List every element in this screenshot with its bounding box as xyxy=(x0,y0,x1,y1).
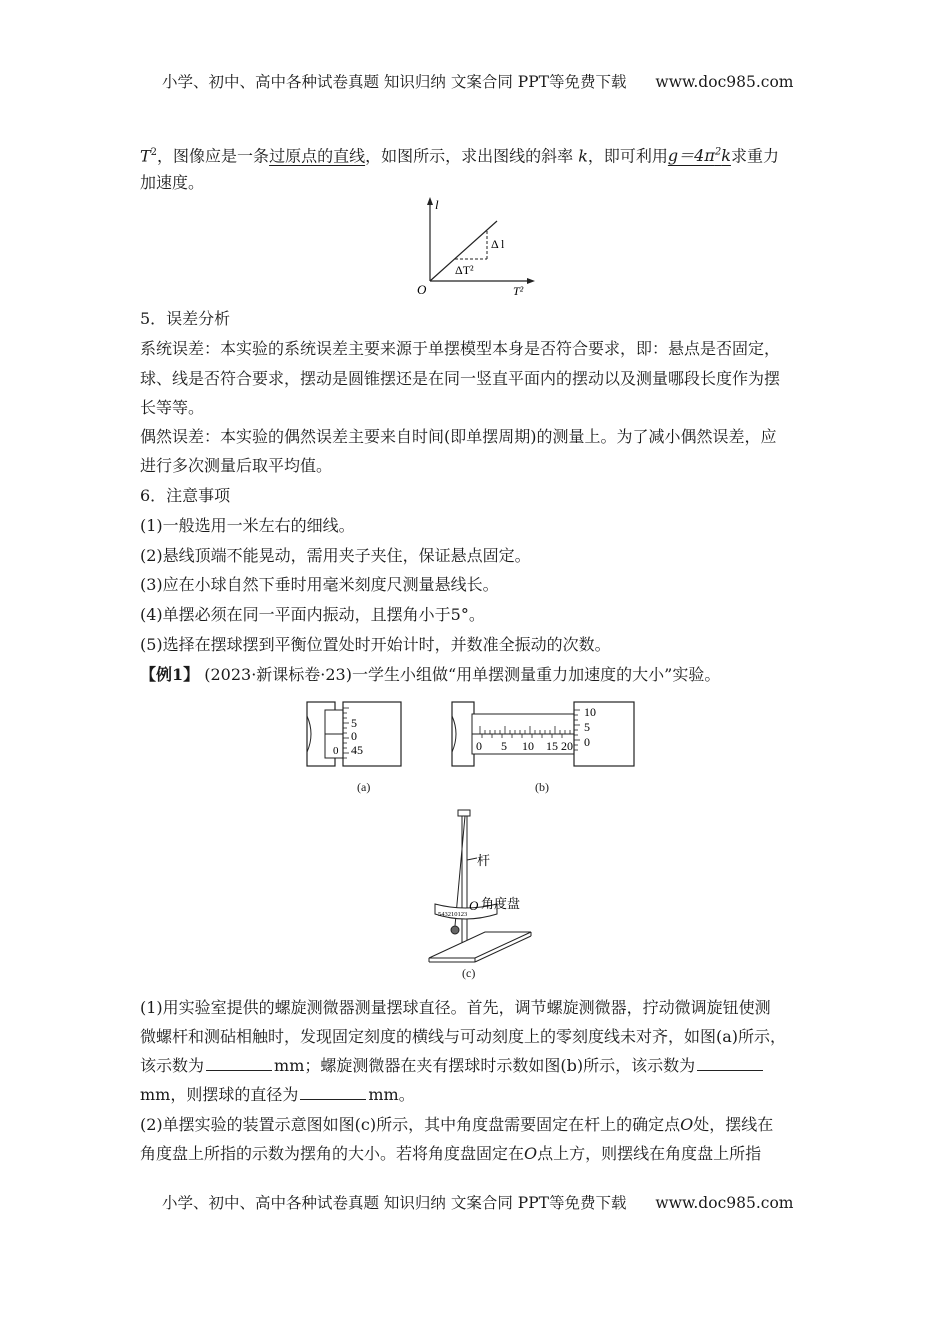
question1-line-2: 微螺杆和测砧相触时，发现固定刻度的横线与可动刻度上的零刻度线未对齐，如图(a)所示， xyxy=(140,1027,787,1046)
sleeve-label: 15 xyxy=(546,739,558,753)
question1-line-4: mm，则摆球的直径为 mm。 xyxy=(140,1085,415,1104)
rod-label: 杆 xyxy=(477,853,491,868)
answer-blank-zero-reading[interactable] xyxy=(206,1054,272,1071)
x-label: T² xyxy=(513,284,524,298)
underlined-answer: 过原点的直线 xyxy=(269,146,366,166)
page-footer xyxy=(162,1191,793,1213)
l-t2-graph xyxy=(405,195,545,303)
y-label: l xyxy=(435,197,439,212)
sleeve-label: 0 xyxy=(476,739,482,753)
thimble-label: 10 xyxy=(584,705,596,719)
note-item: (1)一般选用一米左右的细线。 xyxy=(140,516,355,535)
answer-blank-ball-reading[interactable] xyxy=(697,1054,763,1071)
note-item: (5)选择在摆球摆到平衡位置处时开始计时，并数准全振动的次数。 xyxy=(140,635,611,654)
example-tag: 【例1】 xyxy=(140,665,200,684)
note-item: (2)悬线顶端不能晃动，需用夹子夹住，保证悬点固定。 xyxy=(140,546,531,565)
delta-t2-label: ΔT² xyxy=(455,263,474,277)
anvil-body xyxy=(452,702,474,766)
formula: $g=4\pi^2k$ xyxy=(667,146,731,166)
figure-c-pendulum xyxy=(425,808,545,968)
accidental-error-2: 进行多次测量后取平均值。 xyxy=(140,456,333,475)
thimble xyxy=(574,702,634,766)
footer-url[interactable]: www.doc985.com xyxy=(655,1194,794,1212)
section5-title: 5．误差分析 xyxy=(140,309,231,328)
sleeve-label: 10 xyxy=(522,739,534,753)
page-header xyxy=(162,70,793,92)
example-heading xyxy=(140,660,815,690)
example-text: (2023·新课标卷·23)一学生小组做“用单摆测量重力加速度的大小”实验。 xyxy=(204,665,721,684)
pendulum-ball xyxy=(451,926,459,934)
delta-l-label: Δ l xyxy=(491,237,505,251)
thimble-label: 0 xyxy=(351,729,357,743)
rod-top xyxy=(458,810,470,816)
figure-c-caption: (c) xyxy=(462,966,476,980)
sleeve-label: 20 xyxy=(561,739,573,753)
header-url[interactable]: www.doc985.com xyxy=(655,73,794,91)
y-axis-arrow xyxy=(427,197,433,205)
angle-disk-label: 角度盘 xyxy=(481,896,521,911)
systematic-error-2: 球、线是否符合要求，摆动是圆锥摆还是在同一竖直平面内的摆动以及测量哪段长度作为摆 xyxy=(140,369,781,388)
figure-a-micrometer xyxy=(305,700,405,770)
intro-line-1: $T^2$，图像应是一条过原点的直线，如图所示，求出图线的斜率 k，即可利用$g=4\pi^2k$求重力 xyxy=(140,146,779,166)
accidental-error-1: 偶然误差：本实验的偶然误差主要来自时间(即单摆周期)的测量上。为了减小偶然误差，应 xyxy=(140,427,777,446)
thimble-label: 5 xyxy=(351,716,357,730)
question2-line-1: (2)单摆实验的装置示意图如图(c)所示，其中角度盘需要固定在杆上的确定点O处，摆线在 xyxy=(140,1115,774,1134)
question2-line-2: 角度盘上所指的示数为摆角的大小。若将角度盘固定在O点上方，则摆线在角度盘上所指 xyxy=(140,1144,762,1163)
thimble-label: 45 xyxy=(351,743,363,757)
origin-label: O xyxy=(417,282,427,297)
rod xyxy=(462,812,467,944)
note-item: (4)单摆必须在同一平面内振动，且摆角小于5°。 xyxy=(140,605,485,624)
question1-line-1: (1)用实验室提供的螺旋测微器测量摆球直径。首先，调节螺旋测微器，拧动微调旋钮使测 xyxy=(140,998,771,1017)
thimble-label: 0 xyxy=(584,735,590,749)
angle-disk-scale: 543210123 xyxy=(438,911,468,918)
systematic-error-3: 长等等。 xyxy=(140,398,205,417)
footer-left: 小学、初中、高中各种试卷真题 知识归纳 文案合同 PPT等免费下载 xyxy=(162,1194,627,1212)
question1-line-3: 该示数为 mm；螺旋测微器在夹有摆球时示数如图(b)所示，该示数为 xyxy=(140,1051,815,1081)
answer-blank-diameter[interactable] xyxy=(300,1083,366,1100)
header-left: 小学、初中、高中各种试卷真题 知识归纳 文案合同 PPT等免费下载 xyxy=(162,73,627,91)
sleeve-zero-label: 0 xyxy=(333,745,339,757)
figure-a-caption: (a) xyxy=(357,780,371,794)
base-plate xyxy=(429,932,531,958)
intro-line-2: 加速度。 xyxy=(140,173,205,192)
figure-b-micrometer xyxy=(450,700,636,770)
sleeve-label: 5 xyxy=(501,739,507,753)
systematic-error-1: 系统误差：本实验的系统误差主要来源于单摆模型本身是否符合要求，即：悬点是否固定， xyxy=(140,339,781,358)
origin-o-label: O xyxy=(469,898,479,913)
note-item: (3)应在小球自然下垂时用毫米刻度尺测量悬线长。 xyxy=(140,575,499,594)
section6-title: 6．注意事项 xyxy=(140,486,231,505)
rod-label-leader xyxy=(467,858,477,860)
x-axis-arrow xyxy=(527,278,535,284)
figure-b-caption: (b) xyxy=(535,780,549,794)
thimble-label: 5 xyxy=(584,720,590,734)
